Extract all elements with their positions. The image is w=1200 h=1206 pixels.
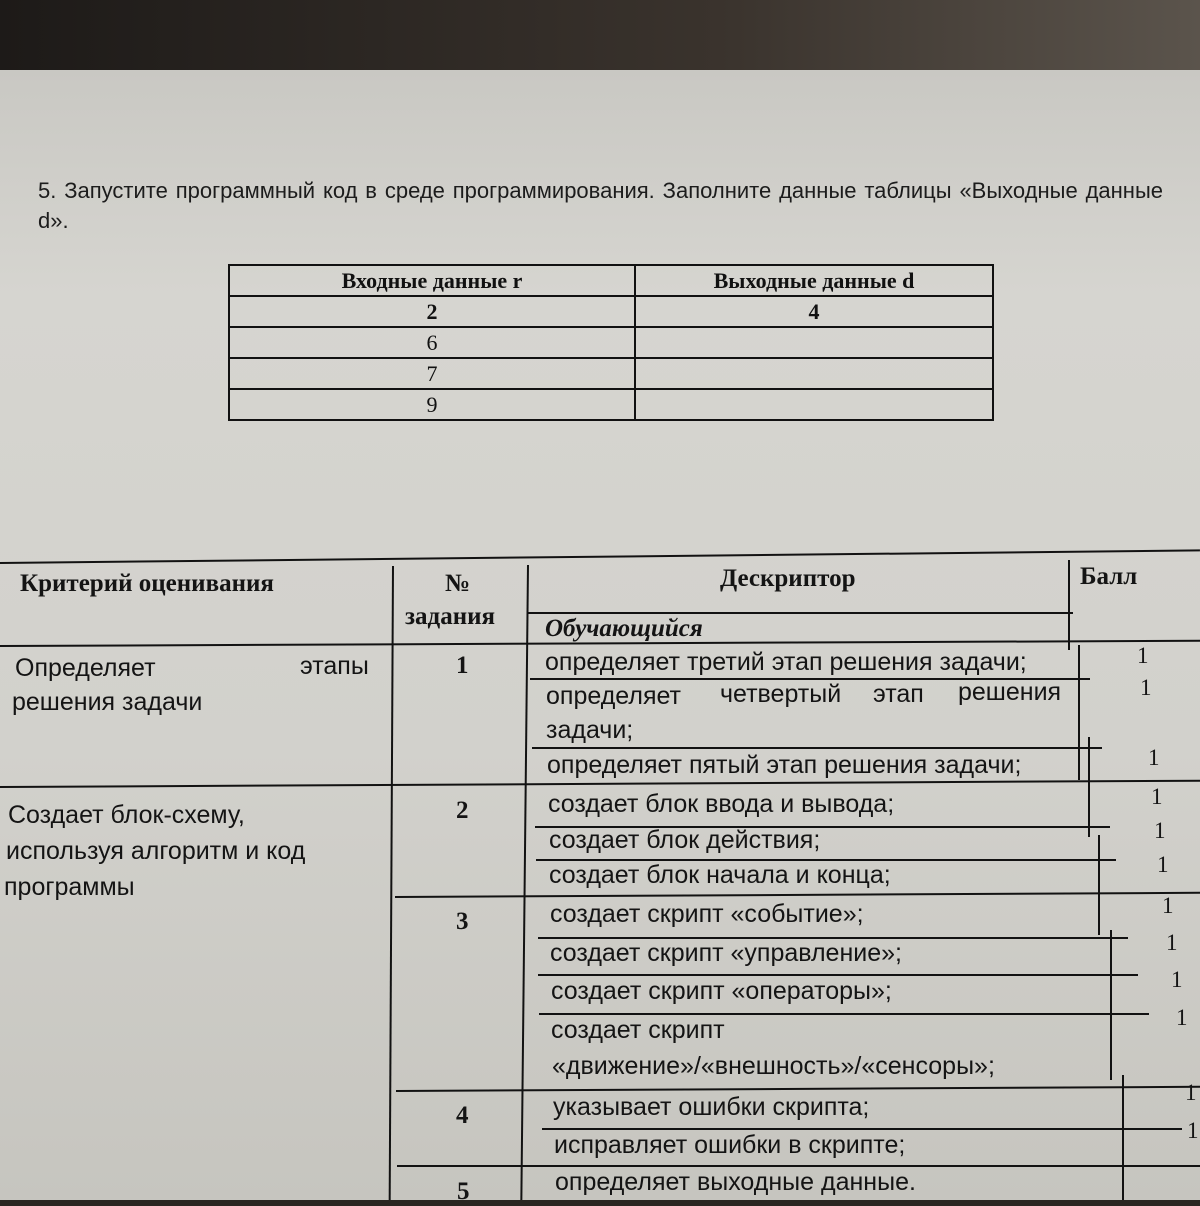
- score: 1: [1140, 675, 1152, 700]
- descriptor: решения: [958, 678, 1062, 706]
- descriptor: задачи;: [546, 716, 634, 744]
- descriptor: создает скрипт «событие»;: [550, 900, 864, 928]
- descriptor: создает скрипт: [551, 1016, 725, 1044]
- descriptor: определяет пятый этап решения задачи;: [547, 751, 1022, 779]
- header-number: №: [445, 570, 471, 597]
- task-number: 2: [456, 797, 469, 824]
- io-input-cell: 2: [229, 296, 635, 327]
- criterion-1-line2: решения задачи: [12, 688, 203, 716]
- header-score: Балл: [1080, 563, 1138, 590]
- io-output-cell: [635, 358, 993, 389]
- descriptor: создает скрипт «операторы»;: [551, 977, 892, 1005]
- descriptor: определяет: [546, 682, 682, 710]
- io-header-input: Входные данные r: [229, 265, 635, 296]
- criterion-1-line1: Определяет: [15, 654, 156, 682]
- score: 1: [1185, 1080, 1197, 1105]
- descriptor: создает блок начала и конца;: [549, 861, 891, 889]
- background-shadow: [0, 0, 1200, 70]
- descriptor: определяет третий этап решения задачи;: [545, 648, 1027, 676]
- io-input-cell: 7: [229, 358, 635, 389]
- score: 1: [1162, 893, 1174, 918]
- descriptor: исправляет ошибки в скрипте;: [554, 1131, 906, 1159]
- descriptor: определяет выходные данные.: [555, 1168, 916, 1196]
- score: 1: [1137, 643, 1149, 668]
- io-header-output: Выходные данные d: [635, 265, 993, 296]
- descriptor: создает блок ввода и вывода;: [548, 790, 895, 818]
- score: 1: [1151, 784, 1163, 809]
- score: 1: [1154, 818, 1166, 843]
- task-number: 3: [456, 908, 469, 935]
- score: 1: [1171, 967, 1183, 992]
- criterion-1-line1b: этапы: [300, 652, 369, 680]
- score: 1: [1157, 852, 1169, 877]
- descriptor: создает скрипт «управление»;: [550, 939, 902, 967]
- io-input-cell: 9: [229, 389, 635, 420]
- criterion-2-line3: программы: [4, 873, 135, 901]
- task-number: 1: [456, 652, 469, 679]
- task-number: 4: [456, 1102, 469, 1129]
- score: 1: [1166, 930, 1178, 955]
- criterion-2-line1: Создает блок-схему,: [8, 801, 245, 829]
- descriptor: этап: [873, 680, 924, 708]
- io-output-cell: [635, 327, 993, 358]
- score: 1: [1148, 745, 1160, 770]
- io-output-cell: 4: [635, 296, 993, 327]
- descriptor: создает блок действия;: [549, 826, 821, 854]
- header-learner: Обучающийся: [545, 615, 703, 642]
- score: 1: [1187, 1118, 1199, 1143]
- io-table: [228, 264, 994, 421]
- io-output-cell: [635, 389, 993, 420]
- header-descriptor: Дескриптор: [720, 565, 856, 592]
- io-input-cell: 6: [229, 327, 635, 358]
- task-5-text: 5. Запустите программный код в среде программирования. Заполните данные таблицы «Выходные данные d».: [38, 178, 1163, 233]
- criterion-2-line2: используя алгоритм и код: [6, 837, 306, 865]
- header-number-2: задания: [405, 603, 496, 630]
- descriptor: указывает ошибки скрипта;: [553, 1093, 870, 1121]
- header-criterion: Критерий оценивания: [20, 570, 274, 597]
- descriptor: «движение»/«внешность»/«сенсоры»;: [552, 1052, 995, 1080]
- score: 1: [1176, 1005, 1188, 1030]
- task-number: 5: [457, 1178, 470, 1205]
- descriptor: четвертый: [720, 680, 842, 708]
